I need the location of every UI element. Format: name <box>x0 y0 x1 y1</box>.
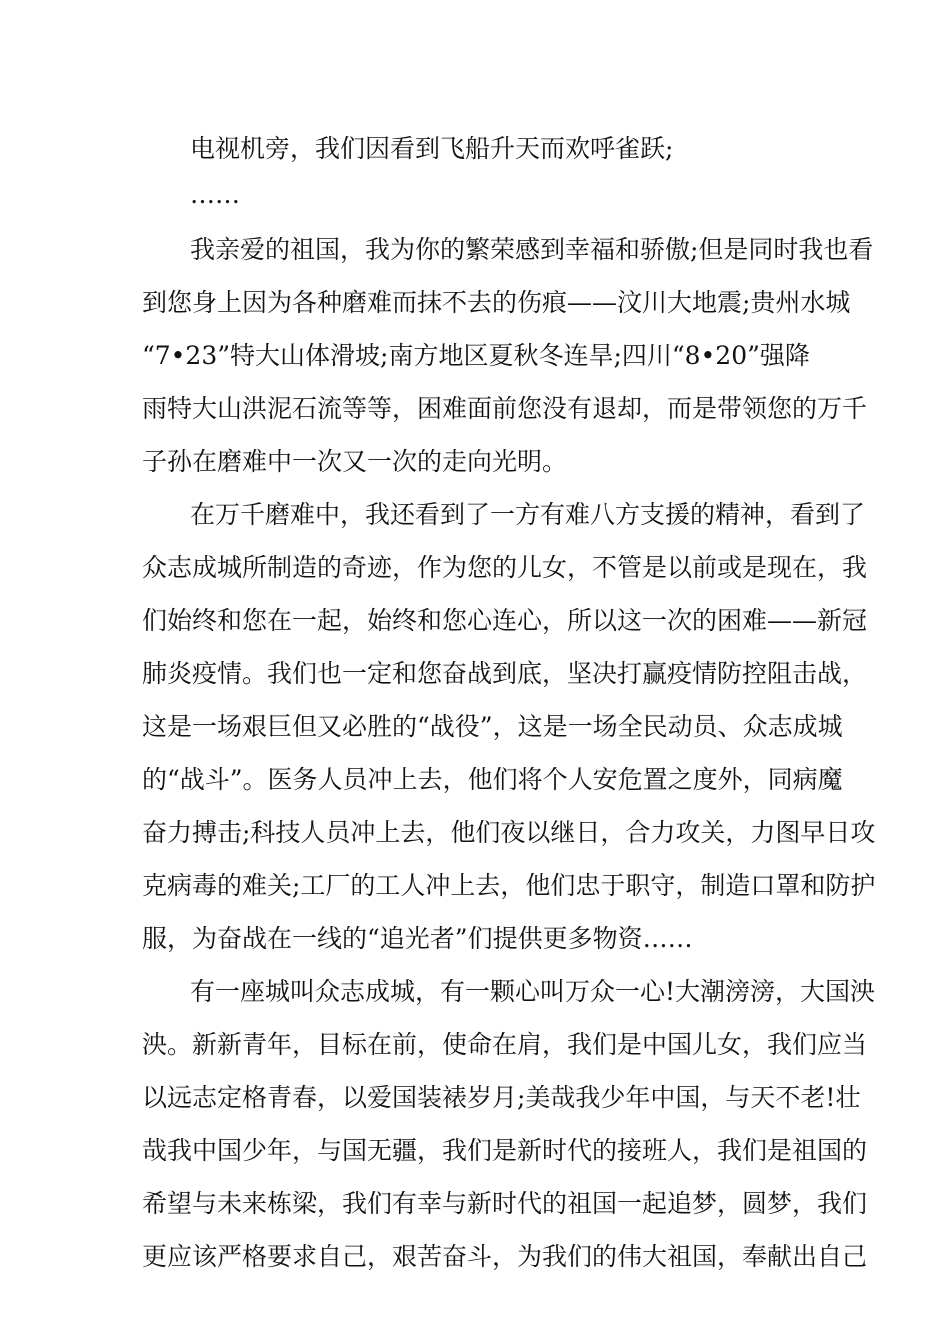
paragraph-line: 们始终和您在一起，始终和您心连心，所以这一次的困难——新冠 <box>142 606 868 635</box>
text-line: 电视机旁，我们因看到飞船升天而欢呼雀跃; <box>190 134 674 163</box>
paragraph-line: 服，为奋战在一线的“追光者”们提供更多物资…… <box>142 924 693 953</box>
paragraph-line: 有一座城叫众志成城，有一颗心叫万众一心!大潮滂滂，大国泱 <box>190 977 876 1006</box>
paragraph-line: 更应该严格要求自己，艰苦奋斗，为我们的伟大祖国，奉献出自己 <box>142 1242 868 1271</box>
paragraph-line: 希望与未来栋梁，我们有幸与新时代的祖国一起追梦，圆梦，我们 <box>142 1189 868 1218</box>
paragraph-line: 我亲爱的祖国，我为你的繁荣感到幸福和骄傲;但是同时我也看 <box>190 235 874 264</box>
paragraph-line: 在万千磨难中，我还看到了一方有难八方支援的精神，看到了 <box>190 500 866 529</box>
paragraph-line: 众志成城所制造的奇迹，作为您的儿女，不管是以前或是现在，我 <box>142 553 868 582</box>
paragraph-line: “7•23”特大山体滑坡;南方地区夏秋冬连旱;四川“8•20”强降 <box>142 341 810 370</box>
paragraph-line: 雨特大山洪泥石流等等，困难面前您没有退却，而是带领您的万千 <box>142 394 868 423</box>
paragraph-line: 奋力搏击;科技人员冲上去，他们夜以继日，合力攻关，力图早日攻 <box>142 818 876 847</box>
paragraph-line: 哉我中国少年，与国无疆，我们是新时代的接班人，我们是祖国的 <box>142 1136 868 1165</box>
paragraph-line: 到您身上因为各种磨难而抹不去的伤痕——汶川大地震;贵州水城 <box>142 288 851 317</box>
text-line: …… <box>190 180 240 209</box>
paragraph-line: 以远志定格青春，以爱国装裱岁月;美哉我少年中国，与天不老!壮 <box>142 1083 861 1112</box>
paragraph-line: 子孙在磨难中一次又一次的走向光明。 <box>142 447 568 476</box>
paragraph-line: 的“战斗”。医务人员冲上去，他们将个人安危置之度外，同病魔 <box>142 765 843 794</box>
paragraph-line: 这是一场艰巨但又必胜的“战役”，这是一场全民动员、众志成城 <box>142 712 843 741</box>
paragraph-line: 肺炎疫情。我们也一定和您奋战到底，坚决打赢疫情防控阻击战， <box>142 659 868 688</box>
paragraph-line: 克病毒的难关;工厂的工人冲上去，他们忠于职守，制造口罩和防护 <box>142 871 876 900</box>
paragraph-line: 泱。新新青年，目标在前，使命在肩，我们是中国儿女，我们应当 <box>142 1030 868 1059</box>
